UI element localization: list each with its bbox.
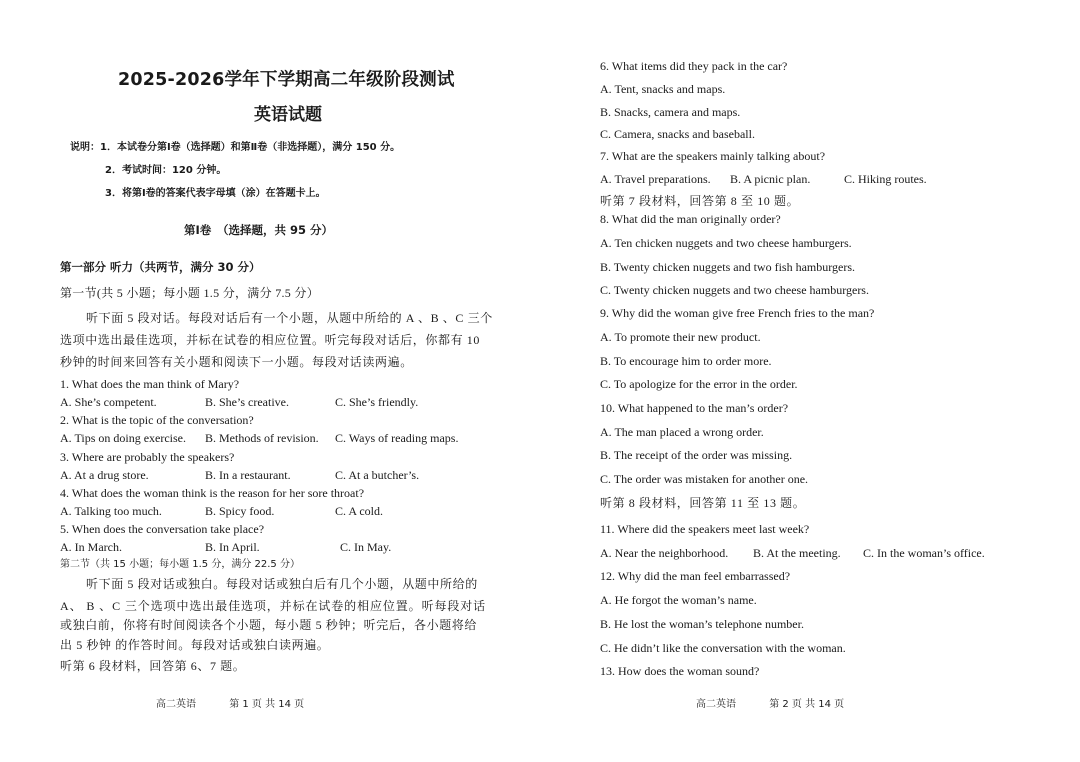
footer-page-number: 第 2 页 共 14 页: [769, 699, 845, 710]
note-2: 2．考试时间：120 分钟。: [105, 165, 227, 176]
option-a: A. He forgot the woman’s name.: [600, 593, 757, 607]
option-b: B. She’s creative.: [205, 395, 289, 409]
option-b: B. At the meeting.: [753, 546, 841, 560]
question-13: 13. How does the woman sound?: [600, 664, 760, 678]
question-11: 11. Where did the speakers meet last week?: [600, 522, 810, 536]
question-2-options: [60, 430, 458, 446]
option-a: A. Near the neighborhood.: [600, 546, 729, 560]
exam-subtitle: 英语试题: [254, 105, 322, 125]
exam-title: 2025-2026学年下学期高二年级阶段测试: [118, 70, 455, 90]
section1-instruction-line: 秒钟的时间来回答有关小题和阅读下一小题。每段对话读两遍。: [60, 355, 413, 369]
material-note: 听第 7 段材料，回答第 8 至 10 题。: [600, 194, 800, 208]
option-b: B. A picnic plan.: [730, 172, 811, 186]
option-b: B. He lost the woman’s telephone number.: [600, 617, 804, 631]
section2-instruction-line: 听下面 5 段对话或独白。每段对话或独白后有几个小题，从题中所给的: [86, 577, 478, 591]
question-4-options: [60, 503, 383, 519]
material-note: 听第 8 段材料，回答第 11 至 13 题。: [600, 496, 806, 510]
section1-instruction-line: 选项中选出最佳选项，并标在试卷的相应位置。听完每段对话后，你都有 10: [60, 333, 481, 347]
option-a: A. Tent, snacks and maps.: [600, 82, 726, 96]
section1-instruction-line: 听下面 5 段对话。每段对话后有一个小题，从题中所给的 A 、B 、C 三个: [86, 311, 493, 325]
question-10: 10. What happened to the man’s order?: [600, 401, 789, 415]
question-7-options: [600, 171, 927, 187]
footer-subject: 高二英语: [696, 699, 736, 710]
question-5: 5. When does the conversation take place?: [60, 522, 265, 536]
question-4: 4. What does the woman think is the reason for her sore throat?: [60, 486, 365, 500]
footer-subject: 高二英语: [156, 699, 196, 710]
question-9: 9. Why did the woman give free French fries to the man?: [600, 306, 875, 320]
question-1: 1. What does the man think of Mary?: [60, 377, 240, 391]
note-3: 3．将第Ⅰ卷的答案代表字母填（涂）在答题卡上。: [105, 188, 326, 199]
footer-page-number: 第 1 页 共 14 页: [229, 699, 305, 710]
volume-heading: 第Ⅰ卷 （选择题，共 95 分）: [184, 223, 334, 237]
question-2: 2. What is the topic of the conversation?: [60, 413, 254, 427]
option-c: C. In the woman’s office.: [863, 546, 985, 560]
option-c: C. At a butcher’s.: [335, 468, 420, 482]
page-footer: [696, 697, 874, 713]
question-3: 3. Where are probably the speakers?: [60, 450, 235, 464]
option-b: B. In April.: [205, 540, 260, 554]
option-b: B. Snacks, camera and maps.: [600, 105, 741, 119]
option-b: B. To encourage him to order more.: [600, 354, 772, 368]
option-c: C. A cold.: [335, 504, 384, 518]
option-b: B. Twenty chicken nuggets and two fish hamburgers.: [600, 260, 856, 274]
question-11-options: [600, 545, 985, 561]
question-6: 6. What items did they pack in the car?: [600, 59, 788, 73]
option-c: C. In May.: [340, 540, 392, 554]
question-5-options: [60, 539, 391, 555]
option-c: C. Hiking routes.: [844, 172, 927, 186]
section2-instruction-line: 或独白前，你将有时间阅读各个小题，每小题 5 秒钟；听完后，各小题将给: [60, 618, 478, 632]
question-8: 8. What did the man originally order?: [600, 212, 781, 226]
question-1-options: [60, 394, 418, 410]
option-a: A. The man placed a wrong order.: [600, 425, 764, 439]
option-a: A. Ten chicken nuggets and two cheese hamburgers.: [600, 236, 852, 250]
material-note: 听第 6 段材料，回答第 6、7 题。: [60, 659, 246, 673]
option-c: C. Camera, snacks and baseball.: [600, 127, 755, 141]
option-c: C. Twenty chicken nuggets and two cheese hamburgers.: [600, 283, 869, 297]
option-c: C. She’s friendly.: [335, 395, 419, 409]
option-b: B. In a restaurant.: [205, 468, 291, 482]
option-b: B. The receipt of the order was missing.: [600, 448, 793, 462]
option-a: A. She’s competent.: [60, 395, 157, 409]
page-footer: [156, 697, 334, 713]
note-1: 说明：1．本试卷分第Ⅰ卷（选择题）和第Ⅱ卷（非选择题），满分 150 分。: [70, 142, 401, 153]
question-3-options: [60, 467, 419, 483]
option-a: A. In March.: [60, 540, 122, 554]
option-c: C. Ways of reading maps.: [335, 431, 459, 445]
section2-heading: 第二节（共 15 小题；每小题 1.5 分，满分 22.5 分）: [60, 559, 300, 570]
right-page: [540, 0, 1080, 762]
option-b: B. Spicy food.: [205, 504, 275, 518]
option-a: A. Talking too much.: [60, 504, 162, 518]
option-a: A. To promote their new product.: [600, 330, 761, 344]
option-c: C. The order was mistaken for another one.: [600, 472, 809, 486]
option-a: A. Travel preparations.: [600, 172, 711, 186]
section1-heading: 第一节(共 5 小题；每小题 1.5 分，满分 7.5 分）: [60, 286, 319, 300]
option-c: C. He didn’t like the conversation with the woman.: [600, 641, 846, 655]
part-heading: 第一部分 听力（共两节，满分 30 分）: [60, 260, 261, 274]
option-c: C. To apologize for the error in the order.: [600, 377, 798, 391]
option-a: A. At a drug store.: [60, 468, 149, 482]
section2-instruction-line: A、 B 、C 三个选项中选出最佳选项，并标在试卷的相应位置。听每段对话: [60, 599, 487, 613]
section2-instruction-line: 出 5 秒钟 的作答时间。每段对话或独白读两遍。: [60, 638, 330, 652]
question-12: 12. Why did the man feel embarrassed?: [600, 569, 791, 583]
question-7: 7. What are the speakers mainly talking about?: [600, 149, 826, 163]
option-b: B. Methods of revision.: [205, 431, 319, 445]
option-a: A. Tips on doing exercise.: [60, 431, 186, 445]
